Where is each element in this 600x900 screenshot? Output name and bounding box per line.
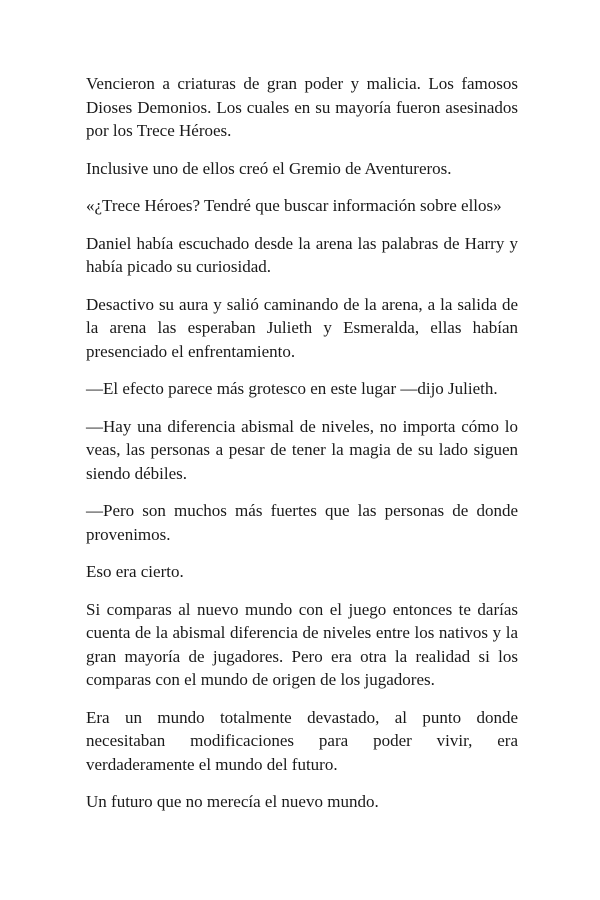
paragraph: —Hay una diferencia abismal de niveles, no importa cómo lo veas, las personas a pesar de tener la magia de su lado siguen siendo débiles. <box>86 416 518 483</box>
paragraph: Si comparas al nuevo mundo con el juego entonces te darías cuenta de la abismal diferencia de niveles entre los nativos y la gran mayoría de jugadores. Pero era otra la realidad si los comparas con el mundo de origen de los jugadores. <box>86 599 518 689</box>
document-page <box>86 72 518 828</box>
paragraph: Daniel había escuchado desde la arena las palabras de Harry y había picado su curiosidad. <box>86 233 518 276</box>
paragraph: Un futuro que no merecía el nuevo mundo. <box>86 792 379 811</box>
paragraph: Eso era cierto. <box>86 562 184 581</box>
paragraph: Inclusive uno de ellos creó el Gremio de Aventureros. <box>86 158 452 178</box>
paragraph: —El efecto parece más grotesco en este lugar —dijo Julieth. <box>86 379 498 398</box>
paragraph: «¿Trece Héroes? Tendré que buscar información sobre ellos» <box>86 196 502 215</box>
paragraph: Era un mundo totalmente devastado, al punto donde necesitaban modificaciones para poder vivir, era verdaderamente el mundo del futuro. <box>86 707 518 774</box>
paragraph: —Pero son muchos más fuertes que las personas de donde provenimos. <box>86 501 518 544</box>
paragraph: Desactivo su aura y salió caminando de la arena, a la salida de la arena las esperaban Julieth y Esmeralda, ellas habían presenciado el enfrentamiento. <box>86 294 518 361</box>
paragraph: Vencieron a criaturas de gran poder y malicia. Los famosos Dioses Demonios. Los cuales en su mayoría fueron asesinados por los Trece Héroes. <box>86 74 518 140</box>
